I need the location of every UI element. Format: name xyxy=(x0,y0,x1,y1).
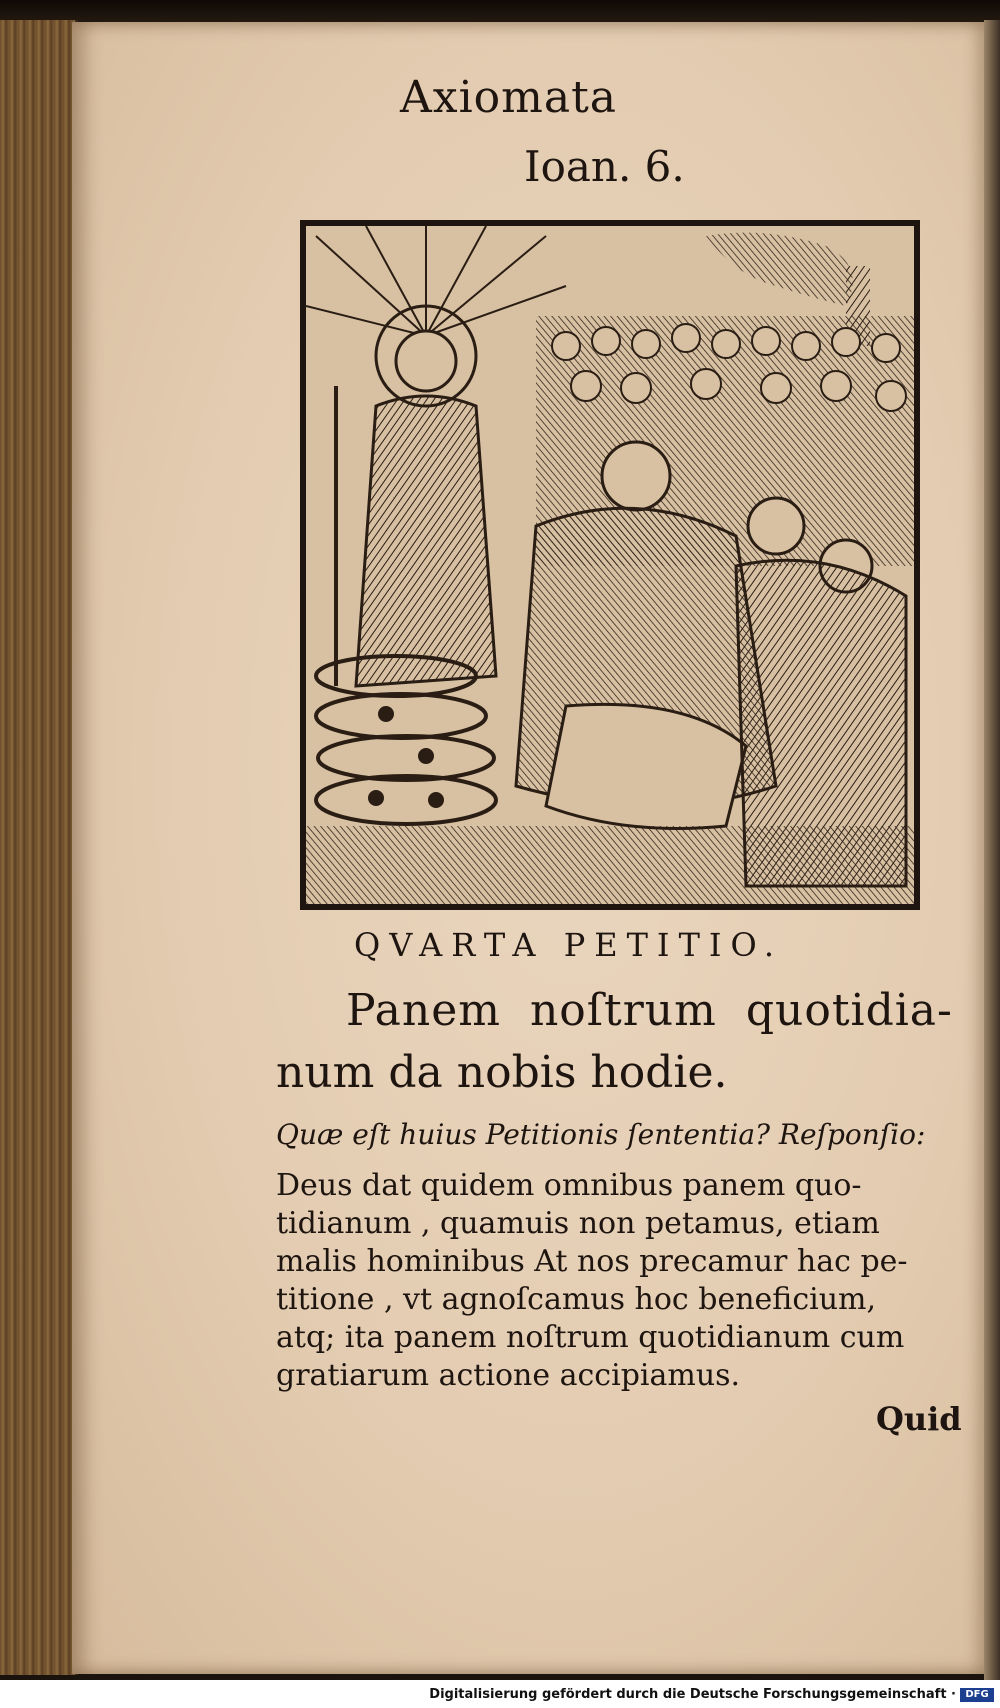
catchword: Quid xyxy=(876,1400,962,1438)
body-line-3: malis hominibus At nos precamur hac pe- xyxy=(276,1244,908,1279)
chapter-reference: Ioan. 6. xyxy=(524,142,685,191)
verse-line-1: Panem noſtrum quotidia- xyxy=(346,985,953,1036)
body-line-6: gratiarum actione accipiamus. xyxy=(276,1358,741,1393)
book-page-edges xyxy=(0,20,78,1675)
digitization-credit: Digitalisierung gefördert durch die Deutsche Forschungsgemeinschaft · xyxy=(429,1687,956,1702)
scan-right-edge xyxy=(984,20,1000,1680)
question-line: Quæ eſt huius Petitionis ſententia? Reſponſio: xyxy=(276,1118,926,1151)
section-heading: QVARTA PETITIO. xyxy=(354,926,784,964)
body-line-2: tidianum , quamuis non petamus, etiam xyxy=(276,1206,880,1241)
body-line-4: titione , vt agnoſcamus hoc beneficium, xyxy=(276,1282,877,1317)
dfg-logo: DFG xyxy=(960,1688,994,1702)
body-line-1: Deus dat quidem omnibus panem quo- xyxy=(276,1168,862,1203)
running-head: Axiomata xyxy=(400,72,618,123)
woodcut-illustration xyxy=(300,220,920,910)
body-line-5: atq; ita panem noſtrum quotidianum cum xyxy=(276,1320,905,1355)
verse-line-2: num da nobis hodie. xyxy=(276,1047,728,1098)
woodcut-feeding-of-the-multitude-icon xyxy=(306,226,914,904)
